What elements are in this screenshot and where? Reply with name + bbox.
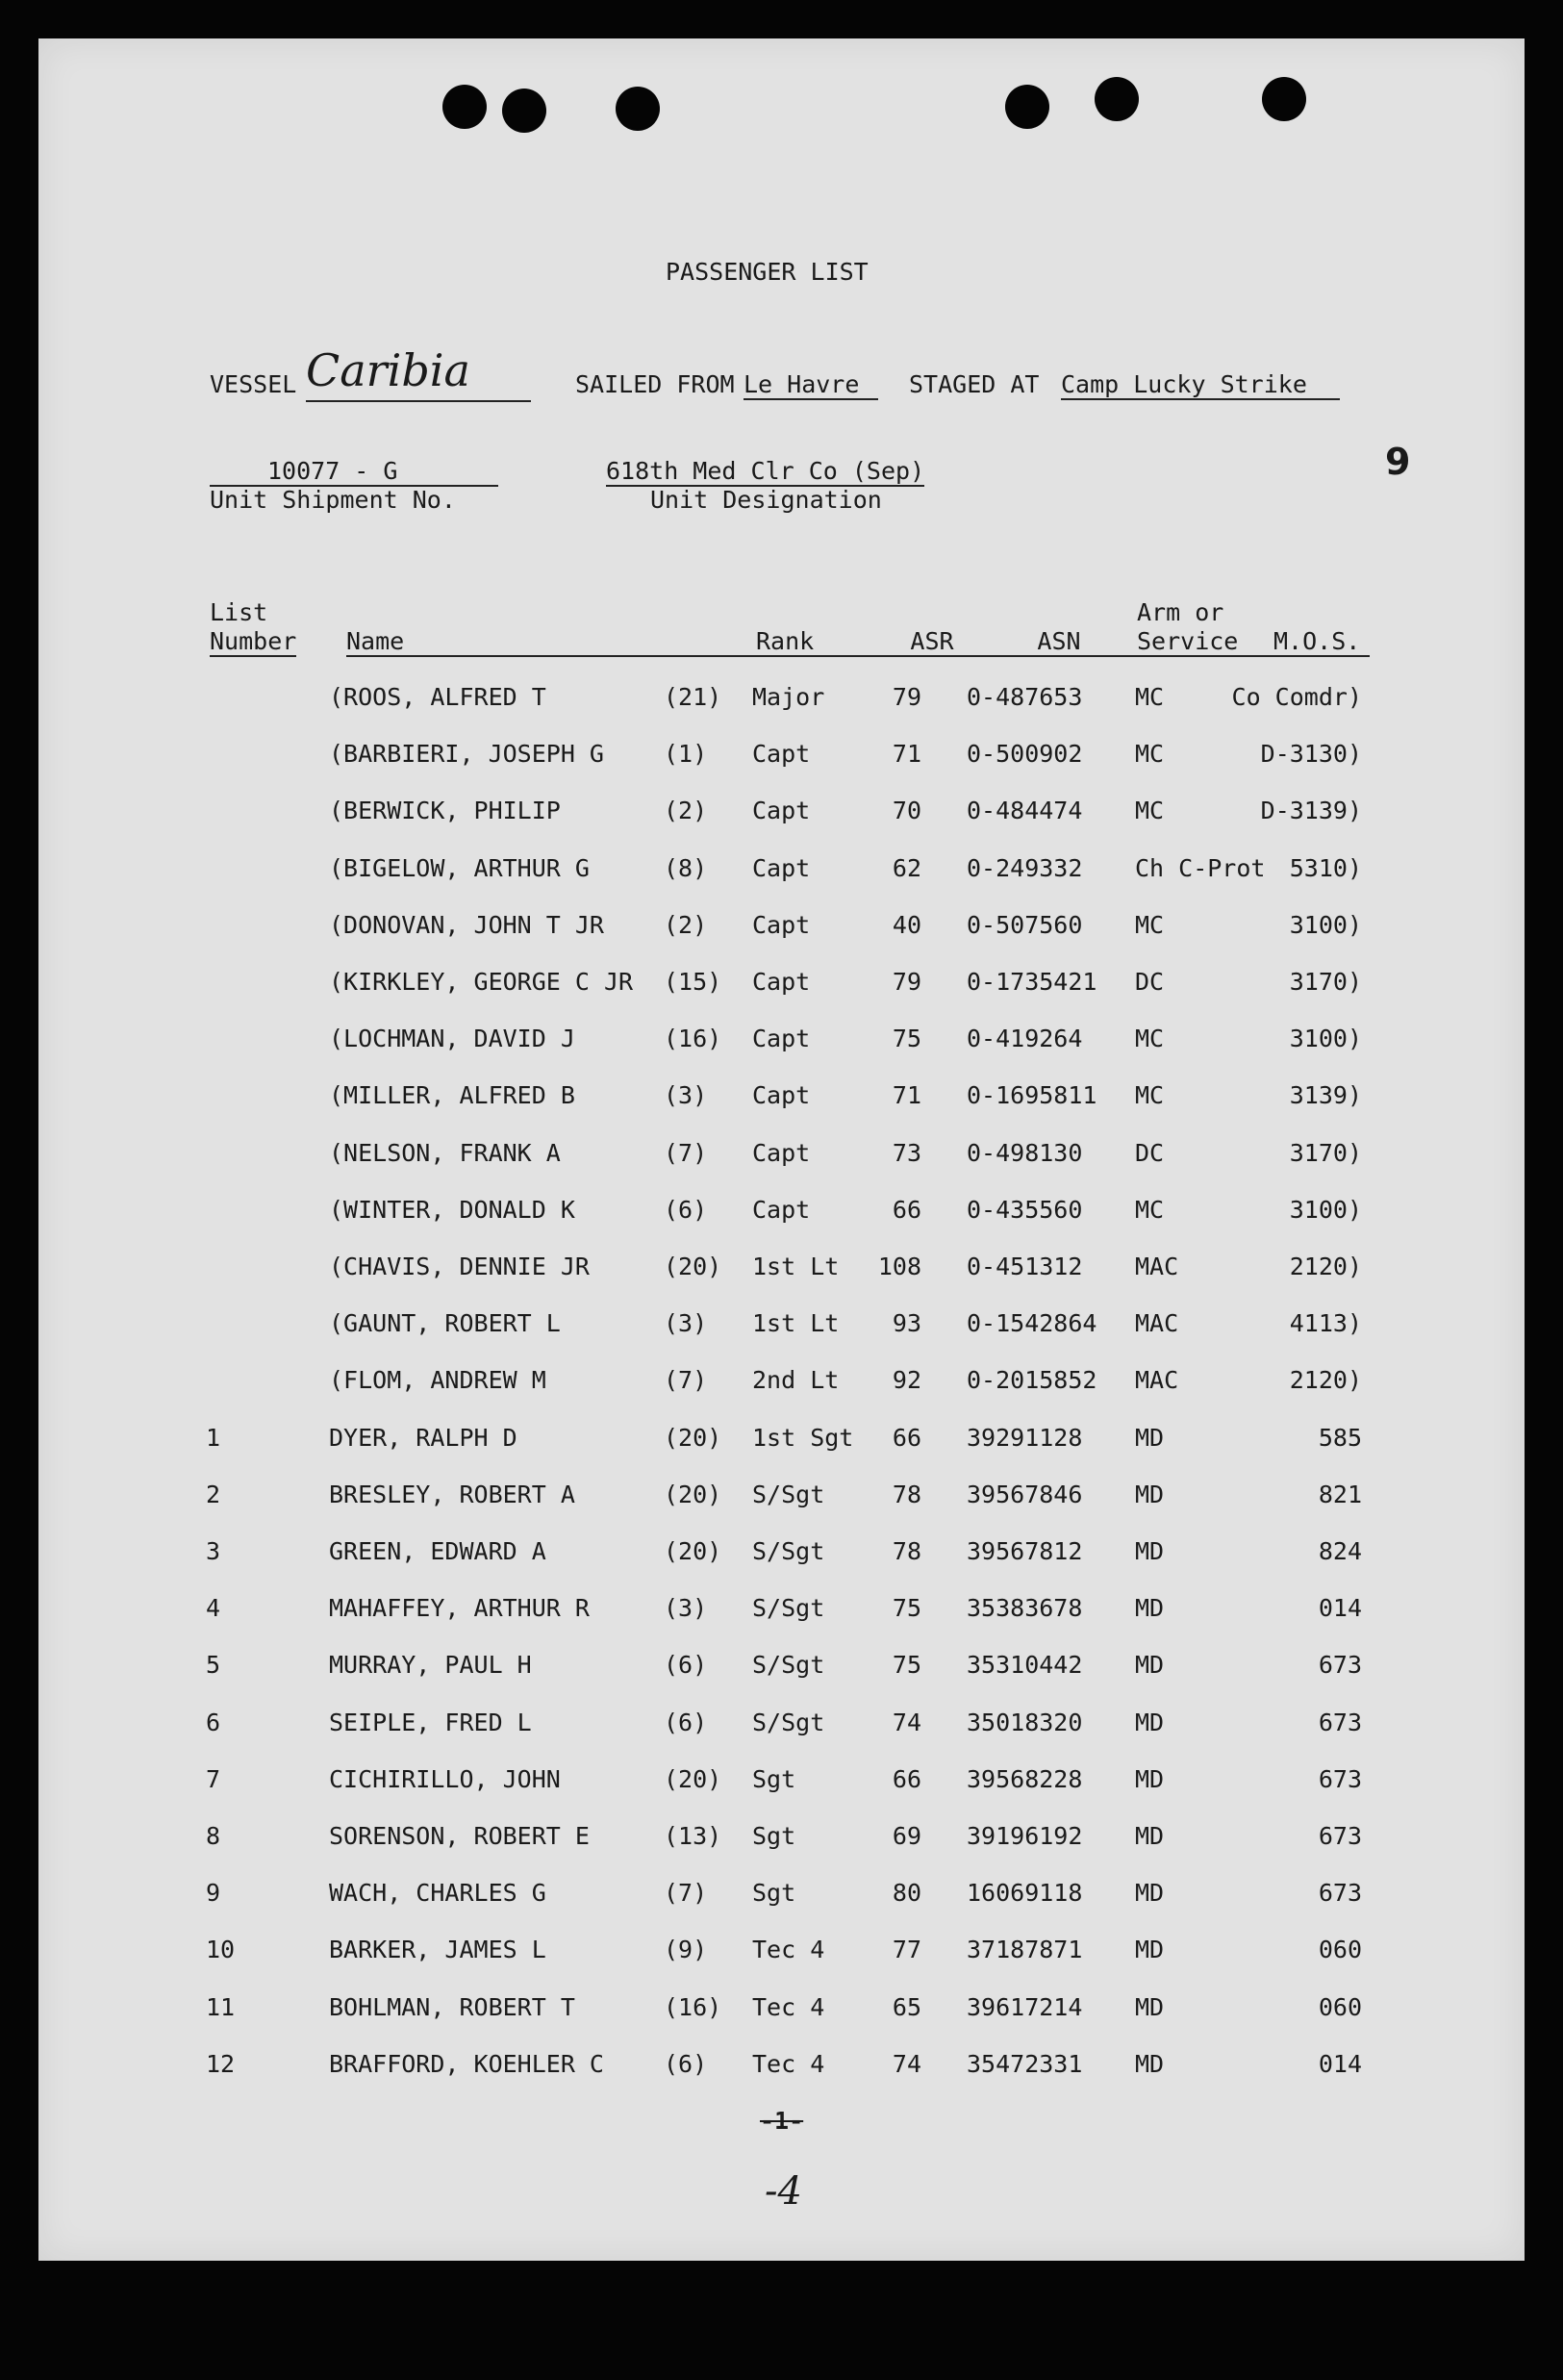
passenger-rank: Tec 4 xyxy=(752,1992,825,2021)
passenger-asr: 78 xyxy=(892,1537,921,1565)
page-mark: 9 xyxy=(1385,441,1411,483)
passenger-asn: 0-487653 xyxy=(967,683,1083,711)
passenger-group: (16) xyxy=(664,1025,722,1053)
punch-hole xyxy=(502,89,546,133)
passenger-group: (2) xyxy=(664,797,708,825)
passenger-rank: S/Sgt xyxy=(752,1594,825,1623)
passenger-rank: Sgt xyxy=(752,1764,796,1793)
col-name: Name xyxy=(346,627,760,657)
passenger-arm-service: MC xyxy=(1135,1025,1165,1053)
list-number: 6 xyxy=(206,1708,221,1736)
passenger-name: SEIPLE, FRED L xyxy=(329,1708,532,1736)
passenger-name: BOHLMAN, ROBERT T xyxy=(329,1992,575,2021)
struck-page-number: -1- xyxy=(760,2107,804,2135)
passenger-rank: Capt xyxy=(752,1081,811,1110)
passenger-asn: 35310442 xyxy=(967,1651,1083,1680)
passenger-name: WACH, CHARLES G xyxy=(329,1879,546,1908)
passenger-asr: 75 xyxy=(892,1025,921,1053)
passenger-rank: 2nd Lt xyxy=(752,1366,840,1395)
passenger-asn: 39567846 xyxy=(967,1480,1083,1508)
passenger-name: GREEN, EDWARD A xyxy=(329,1537,546,1565)
passenger-asr: 75 xyxy=(892,1594,921,1623)
passenger-asn: 0-2015852 xyxy=(967,1366,1097,1395)
passenger-rank: 1st Lt xyxy=(752,1253,840,1280)
col-asr: ASR xyxy=(883,627,981,657)
passenger-rank: Capt xyxy=(752,797,811,825)
staged-at-label: STAGED AT xyxy=(909,370,1040,398)
staged-at-value: Camp Lucky Strike xyxy=(1061,370,1340,400)
list-number: 4 xyxy=(206,1594,221,1623)
passenger-arm-service: MD xyxy=(1135,1480,1165,1508)
passenger-mos: 824 xyxy=(1318,1537,1362,1565)
passenger-name: (LOCHMAN, DAVID J xyxy=(329,1025,575,1053)
sailed-from-label: SAILED FROM xyxy=(575,370,735,398)
passenger-arm-service: MD xyxy=(1135,1423,1165,1452)
passenger-asr: 93 xyxy=(892,1309,921,1338)
passenger-asn: 39617214 xyxy=(967,1992,1083,2021)
passenger-group: (7) xyxy=(664,1366,708,1395)
passenger-mos: 821 xyxy=(1318,1480,1362,1508)
passenger-group: (15) xyxy=(664,968,722,996)
passenger-arm-service: MC xyxy=(1135,797,1165,825)
passenger-rank: Sgt xyxy=(752,1822,796,1850)
passenger-mos: 4113) xyxy=(1289,1309,1362,1338)
passenger-arm-service: MC xyxy=(1135,1081,1165,1110)
passenger-name: BRESLEY, ROBERT A xyxy=(329,1480,575,1508)
list-number: 8 xyxy=(206,1822,221,1850)
passenger-asn: 0-419264 xyxy=(967,1025,1083,1053)
passenger-asr: 75 xyxy=(892,1651,921,1680)
passenger-group: (6) xyxy=(664,1708,708,1736)
passenger-name: (KIRKLEY, GEORGE C JR xyxy=(329,968,634,996)
passenger-rank: S/Sgt xyxy=(752,1708,825,1736)
passenger-rank: S/Sgt xyxy=(752,1651,825,1680)
passenger-rank: Capt xyxy=(752,1195,811,1224)
passenger-mos: 3170) xyxy=(1289,968,1362,996)
passenger-arm-service: Ch C-Prot xyxy=(1135,853,1266,882)
passenger-group: (2) xyxy=(664,910,708,939)
passenger-arm-service: MD xyxy=(1135,1594,1165,1623)
passenger-name: BARKER, JAMES L xyxy=(329,1936,546,1964)
passenger-mos: 673 xyxy=(1318,1764,1362,1793)
vessel-name: Caribia xyxy=(306,344,531,402)
passenger-rank: Capt xyxy=(752,853,811,882)
passenger-asn: 0-1542864 xyxy=(967,1309,1097,1338)
passenger-group: (21) xyxy=(664,683,722,711)
passenger-asr: 77 xyxy=(892,1936,921,1964)
passenger-arm-service: DC xyxy=(1135,1138,1165,1167)
passenger-mos: 673 xyxy=(1318,1708,1362,1736)
passenger-rank: Capt xyxy=(752,910,811,939)
unit-designation: 618th Med Clr Co (Sep) xyxy=(606,457,925,485)
passenger-arm-service: MD xyxy=(1135,1992,1165,2021)
passenger-asr: 71 xyxy=(892,1081,921,1110)
passenger-group: (6) xyxy=(664,2049,708,2078)
passenger-mos: 5310) xyxy=(1289,853,1362,882)
passenger-asn: 0-507560 xyxy=(967,910,1083,939)
list-number: 7 xyxy=(206,1764,221,1793)
passenger-asn: 0-498130 xyxy=(967,1138,1083,1167)
passenger-arm-service: MD xyxy=(1135,1822,1165,1850)
passenger-name: MURRAY, PAUL H xyxy=(329,1651,532,1680)
passenger-name: (WINTER, DONALD K xyxy=(329,1195,575,1224)
passenger-group: (7) xyxy=(664,1879,708,1908)
passenger-mos: 014 xyxy=(1318,2049,1362,2078)
passenger-rank: 1st Sgt xyxy=(752,1423,854,1452)
passenger-name: SORENSON, ROBERT E xyxy=(329,1822,590,1850)
passenger-asn: 0-451312 xyxy=(967,1253,1083,1280)
passenger-arm-service: MD xyxy=(1135,1537,1165,1565)
passenger-asr: 65 xyxy=(892,1992,921,2021)
passenger-mos: 3139) xyxy=(1289,1081,1362,1110)
passenger-asr: 66 xyxy=(892,1195,921,1224)
passenger-arm-service: MD xyxy=(1135,1708,1165,1736)
passenger-rank: Major xyxy=(752,683,825,711)
passenger-asr: 74 xyxy=(892,1708,921,1736)
passenger-group: (20) xyxy=(664,1480,722,1508)
passenger-asn: 0-1695811 xyxy=(967,1081,1097,1110)
page-title: PASSENGER LIST xyxy=(666,258,869,286)
passenger-asn: 35383678 xyxy=(967,1594,1083,1623)
passenger-group: (20) xyxy=(664,1423,722,1452)
passenger-asn: 0-435560 xyxy=(967,1195,1083,1224)
passenger-arm-service: MC xyxy=(1135,740,1165,769)
passenger-name: CICHIRILLO, JOHN xyxy=(329,1764,561,1793)
col-list-line1: List xyxy=(210,598,268,626)
passenger-asn: 16069118 xyxy=(967,1879,1083,1908)
passenger-asn: 39291128 xyxy=(967,1423,1083,1452)
unit-designation-label: Unit Designation xyxy=(650,486,882,514)
passenger-rank: Sgt xyxy=(752,1879,796,1908)
passenger-mos: 3100) xyxy=(1289,1195,1362,1224)
passenger-mos: D-3139) xyxy=(1260,797,1362,825)
passenger-rank: S/Sgt xyxy=(752,1480,825,1508)
passenger-name: MAHAFFEY, ARTHUR R xyxy=(329,1594,590,1623)
passenger-arm-service: MAC xyxy=(1135,1366,1179,1395)
passenger-group: (6) xyxy=(664,1195,708,1224)
punch-hole xyxy=(1262,77,1306,121)
passenger-group: (3) xyxy=(664,1081,708,1110)
passenger-asn: 35472331 xyxy=(967,2049,1083,2078)
passenger-name: (BERWICK, PHILIP xyxy=(329,797,561,825)
list-number: 1 xyxy=(206,1423,221,1452)
passenger-asr: 70 xyxy=(892,797,921,825)
passenger-asn: 35018320 xyxy=(967,1708,1083,1736)
punch-hole xyxy=(616,87,660,131)
shipment-number: 10077 - G xyxy=(210,457,498,487)
passenger-arm-service: MC xyxy=(1135,683,1165,711)
passenger-asn: 37187871 xyxy=(967,1936,1083,1964)
passenger-arm-service: MC xyxy=(1135,1195,1165,1224)
passenger-asr: 78 xyxy=(892,1480,921,1508)
passenger-rank: 1st Lt xyxy=(752,1309,840,1338)
passenger-rank: Tec 4 xyxy=(752,1936,825,1964)
passenger-group: (20) xyxy=(664,1764,722,1793)
punch-hole xyxy=(442,85,487,129)
sailed-from-value: Le Havre xyxy=(744,370,878,400)
passenger-mos: 2120) xyxy=(1289,1253,1362,1280)
handwritten-page-number: -4 xyxy=(765,2169,802,2214)
passenger-mos: 673 xyxy=(1318,1879,1362,1908)
passenger-group: (7) xyxy=(664,1138,708,1167)
passenger-arm-service: MD xyxy=(1135,1936,1165,1964)
list-number: 5 xyxy=(206,1651,221,1680)
passenger-arm-service: DC xyxy=(1135,968,1165,996)
passenger-rank: Capt xyxy=(752,968,811,996)
passenger-asn: 0-1735421 xyxy=(967,968,1097,996)
passenger-mos: 673 xyxy=(1318,1822,1362,1850)
passenger-group: (6) xyxy=(664,1651,708,1680)
passenger-arm-service: MD xyxy=(1135,2049,1165,2078)
vessel-label: VESSEL xyxy=(210,370,297,398)
passenger-rank: Capt xyxy=(752,740,811,769)
passenger-mos: 585 xyxy=(1318,1423,1362,1452)
passenger-asr: 69 xyxy=(892,1822,921,1850)
passenger-asn: 0-484474 xyxy=(967,797,1083,825)
passenger-mos: 060 xyxy=(1318,1936,1362,1964)
passenger-asn: 39567812 xyxy=(967,1537,1083,1565)
passenger-rank: S/Sgt xyxy=(752,1537,825,1565)
list-number: 2 xyxy=(206,1480,221,1508)
passenger-group: (20) xyxy=(664,1253,722,1280)
shipment-label: Unit Shipment No. xyxy=(210,486,456,514)
passenger-mos: 3100) xyxy=(1289,1025,1362,1053)
passenger-mos: 060 xyxy=(1318,1992,1362,2021)
passenger-name: (BIGELOW, ARTHUR G xyxy=(329,853,590,882)
passenger-arm-service: MAC xyxy=(1135,1309,1179,1338)
passenger-asn: 39196192 xyxy=(967,1822,1083,1850)
passenger-mos: D-3130) xyxy=(1260,740,1362,769)
list-number: 3 xyxy=(206,1537,221,1565)
list-number: 10 xyxy=(206,1936,236,1964)
passenger-name: (MILLER, ALFRED B xyxy=(329,1081,575,1110)
passenger-name: (NELSON, FRANK A xyxy=(329,1138,561,1167)
passenger-name: (ROOS, ALFRED T xyxy=(329,683,546,711)
col-rank: Rank xyxy=(756,627,883,657)
col-mos: M.O.S. xyxy=(1273,627,1370,657)
passenger-group: (1) xyxy=(664,740,708,769)
passenger-rank: Capt xyxy=(752,1138,811,1167)
punch-hole xyxy=(1005,85,1049,129)
passenger-mos: 2120) xyxy=(1289,1366,1362,1395)
passenger-name: (BARBIERI, JOSEPH G xyxy=(329,740,604,769)
passenger-asr: 66 xyxy=(892,1423,921,1452)
passenger-mos: Co Comdr) xyxy=(1231,683,1362,711)
passenger-mos: 3100) xyxy=(1289,910,1362,939)
passenger-group: (8) xyxy=(664,853,708,882)
passenger-arm-service: MD xyxy=(1135,1879,1165,1908)
passenger-asn: 39568228 xyxy=(967,1764,1083,1793)
passenger-group: (13) xyxy=(664,1822,722,1850)
punch-hole xyxy=(1095,77,1139,121)
passenger-name: (FLOM, ANDREW M xyxy=(329,1366,546,1395)
passenger-rank: Tec 4 xyxy=(752,2049,825,2078)
passenger-name: BRAFFORD, KOEHLER C xyxy=(329,2049,604,2078)
passenger-rank: Capt xyxy=(752,1025,811,1053)
col-list-line2: Number xyxy=(210,627,297,655)
passenger-mos: 014 xyxy=(1318,1594,1362,1623)
passenger-group: (3) xyxy=(664,1594,708,1623)
passenger-group: (16) xyxy=(664,1992,722,2021)
passenger-asr: 40 xyxy=(892,910,921,939)
passenger-asr: 73 xyxy=(892,1138,921,1167)
passenger-asr: 71 xyxy=(892,740,921,769)
passenger-asr: 66 xyxy=(892,1764,921,1793)
passenger-name: (DONOVAN, JOHN T JR xyxy=(329,910,604,939)
passenger-asr: 80 xyxy=(892,1879,921,1908)
passenger-asr: 92 xyxy=(892,1366,921,1395)
passenger-asr: 74 xyxy=(892,2049,921,2078)
passenger-asr: 79 xyxy=(892,968,921,996)
list-number: 11 xyxy=(206,1992,236,2021)
passenger-group: (9) xyxy=(664,1936,708,1964)
passenger-arm-service: MAC xyxy=(1135,1253,1179,1280)
passenger-arm-service: MD xyxy=(1135,1651,1165,1680)
passenger-arm-service: MC xyxy=(1135,910,1165,939)
passenger-group: (3) xyxy=(664,1309,708,1338)
col-arm-line2: Service xyxy=(1137,627,1273,657)
passenger-name: (GAUNT, ROBERT L xyxy=(329,1309,561,1338)
passenger-asn: 0-249332 xyxy=(967,853,1083,882)
list-number: 9 xyxy=(206,1879,221,1908)
list-number: 12 xyxy=(206,2049,236,2078)
passenger-mos: 3170) xyxy=(1289,1138,1362,1167)
col-arm-line1: Arm or xyxy=(1137,598,1224,626)
passenger-mos: 673 xyxy=(1318,1651,1362,1680)
passenger-asn: 0-500902 xyxy=(967,740,1083,769)
passenger-asr: 79 xyxy=(892,683,921,711)
passenger-arm-service: MD xyxy=(1135,1764,1165,1793)
passenger-group: (20) xyxy=(664,1537,722,1565)
passenger-name: (CHAVIS, DENNIE JR xyxy=(329,1253,590,1280)
col-asn: ASN xyxy=(981,627,1137,657)
passenger-asr: 108 xyxy=(877,1253,921,1280)
passenger-asr: 62 xyxy=(892,853,921,882)
passenger-name: DYER, RALPH D xyxy=(329,1423,517,1452)
